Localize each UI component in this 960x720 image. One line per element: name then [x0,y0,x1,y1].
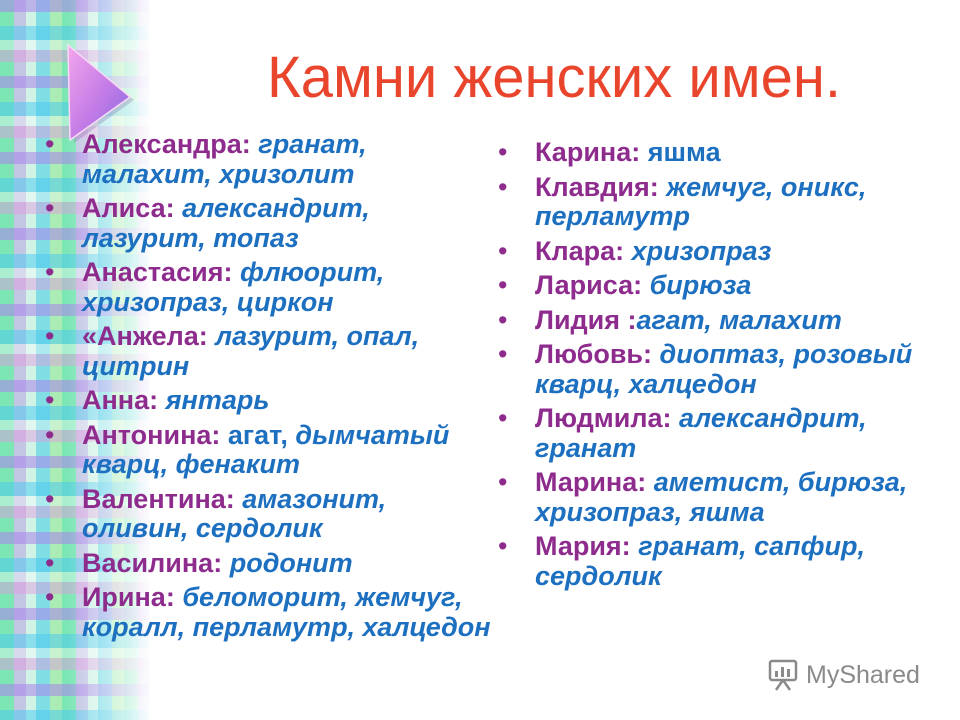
bullet: • [498,137,508,167]
list-item [498,531,955,591]
list-item [498,304,955,336]
name-label: Анастасия: [82,257,240,287]
triangle-shape [68,45,130,140]
bullet: • [498,235,508,266]
name-label: Алиса: [82,193,183,223]
bullet: • [45,321,55,351]
stones-label: лазурит, опал, цитрин [82,321,420,381]
logo-bar [787,669,790,677]
name-label: Лидия : [535,304,637,335]
bullet: • [498,403,508,433]
stones-label: флюорит, хризопраз, циркон [82,257,385,317]
name-label: Людмила: [535,403,680,433]
bullet: • [45,385,55,415]
name-label: Любовь: [535,339,660,369]
name-label: Клавдия: [535,171,667,202]
right-name-list [498,137,955,596]
bullet: • [498,304,508,335]
bullet: • [498,339,508,369]
left-name-list [45,129,492,647]
stones-label: яшма [647,137,721,167]
bullet: • [498,171,508,202]
name-label: Карина: [535,137,648,167]
name-label: Анна: [82,385,166,415]
bullet: • [498,531,508,561]
name-label: «Анжела: [82,321,216,351]
name-label: Александра: [82,129,259,159]
name-label: Лариса: [535,270,650,300]
myshared-logo-icon [766,658,800,692]
stones-label: бирюза [649,270,752,300]
stones-label: александрит, гранат [535,403,867,463]
list-item [45,419,492,480]
list-item [498,235,955,267]
stones-label: жемчуг, оникс, перламутр [535,171,867,231]
name-label: Мария: [535,531,639,561]
logo-stand-right [783,680,790,690]
stones-label: александрит, лазурит, топаз [82,193,370,253]
name-label: Антонина: [82,419,228,450]
bullet: • [45,547,55,578]
list-item [45,321,492,381]
list-item [45,483,492,544]
name-label: Василина: [82,547,230,578]
list-item [45,257,492,317]
stones-label: хризопраз [631,235,772,266]
list-item [498,270,955,301]
stones-label: аметист, бирюза, хризопраз, яшма [535,467,908,527]
name-label: Клара: [535,235,632,266]
logo-bar [775,671,778,677]
bullet: • [45,419,55,450]
list-item [498,403,955,463]
stones-label: янтарь [165,385,270,415]
list-item [45,385,492,416]
stones-label: родонит [229,547,353,578]
stones-label: гранат, сапфир, сердолик [535,531,865,591]
watermark-text: MyShared [806,661,920,689]
list-item [498,467,955,527]
stones-label: диоптаз, розовый кварц, халцедон [535,339,913,399]
list-item [45,193,492,253]
list-item [45,582,492,642]
stones-label: беломорит, жемчуг, коралл, перламутр, халцедон [82,582,491,642]
stones-label: гранат, малахит, хризолит [82,129,367,189]
bullet: • [45,257,55,287]
bullet: • [45,483,55,514]
bullet: • [45,129,55,159]
slide-title: Камни женских имен. [266,45,842,110]
stones-label: амазонит, оливин, сердолик [82,483,387,543]
bullet: • [45,193,55,223]
watermark [766,657,920,693]
name-label: Валентина: [82,483,243,514]
logo-stand-left [776,680,783,690]
list-item [498,171,955,232]
list-item [45,547,492,579]
list-item [498,137,955,168]
list-item [45,129,492,189]
name-label: Марина: [535,467,654,497]
stones-part: агат, [227,419,288,450]
stones-label: агат, малахит [636,304,842,335]
name-label: Ирина: [82,582,183,612]
list-item [498,339,955,399]
bullet: • [45,582,55,612]
stones-part: дымчатый кварц, фенакит [82,419,450,479]
bullet: • [498,467,508,497]
logo-bar [781,667,784,677]
bullet: • [498,270,508,300]
